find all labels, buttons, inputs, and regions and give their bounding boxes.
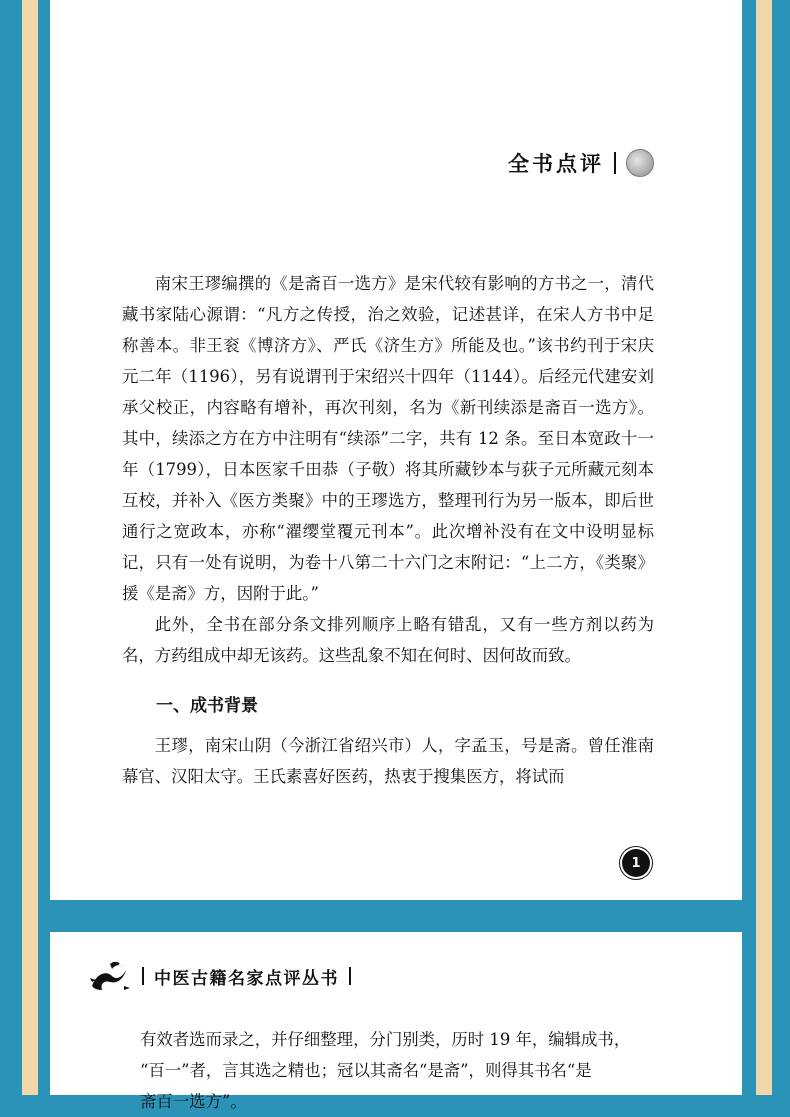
series-header (86, 956, 355, 996)
section-heading: 一、成书背景 (156, 696, 258, 716)
header-separator (614, 152, 616, 174)
seal-icon (626, 149, 654, 177)
intro-paragraph-2: 此外，全书在部分条文排列顺序上略有错乱，又有一些方剂以药为名，方药组成中却无该药。这些乱象不知在何时、因何故而致。 (122, 615, 654, 665)
series-left-bar (142, 967, 144, 985)
section-paragraph: 王璆，南宋山阴（今浙江省绍兴市）人，字孟玉，号是斋。曾任淮南幕官、汉阳太守。王氏素喜好医药，热衷于搜集医方，将试而 (122, 736, 654, 786)
left-border-beige (22, 0, 38, 1095)
right-border-inner-blue (742, 0, 756, 1095)
page-two (50, 932, 742, 1111)
left-border-inner-blue (38, 0, 50, 1095)
continued-line-1: 有效者选而录之，并仔细整理，分门别类，历时 19 年，编辑成书， (140, 1030, 631, 1049)
right-border-beige (756, 0, 772, 1095)
left-border-blue (0, 0, 22, 1095)
section-header (508, 148, 654, 178)
series-title: 中医古籍名家点评丛书 (154, 968, 339, 989)
page-number-badge: 1 (622, 849, 650, 877)
dragon-logo-icon (86, 956, 132, 996)
body-text (122, 268, 654, 792)
continued-text (140, 1024, 700, 1117)
right-border-blue (772, 0, 790, 1095)
section-title: 全书点评 (508, 152, 604, 176)
intro-paragraph-1: 南宋王璆编撰的《是斋百一选方》是宋代较有影响的方书之一，清代藏书家陆心源谓：“凡方之传授，治之效验，记述甚详，在宋人方书中足称善本。非王衮《博济方》、严氏《济生方》所能及也。”该书约刊于宋庆元二年（1196），另有说谓刊于宋绍兴十四年（1144）。后经元代建安刘承父校正，内容略有增补，再次刊刻，名为《新刊续添是斋百一选方》。其中，续添之方在方中注明有“续添”二字，共有 12 条。至日本宽政十一年（1799），日本医家千田恭（子敬）将其所藏钞本与荻子元所藏元刻本互校，并补入《医方类聚》中的王璆选方，整理刊行为另一版本，即后世通行之宽政本，亦称“濯缨堂覆元刊本”。此次增补没有在文中设明显标记，只有一处有说明，为卷十八第二十六门之末附记：“上二方，《类聚》援《是斋》方，因附于此。” (122, 274, 654, 603)
series-right-bar (349, 967, 351, 985)
continued-line-2: “百一”者，言其选之精也；冠以其斋名“是斋”，则得其书名“是 (140, 1061, 592, 1080)
page-divider (50, 900, 742, 932)
page-one (50, 0, 742, 900)
continued-line-3: 斋百一选方”。 (140, 1092, 247, 1111)
